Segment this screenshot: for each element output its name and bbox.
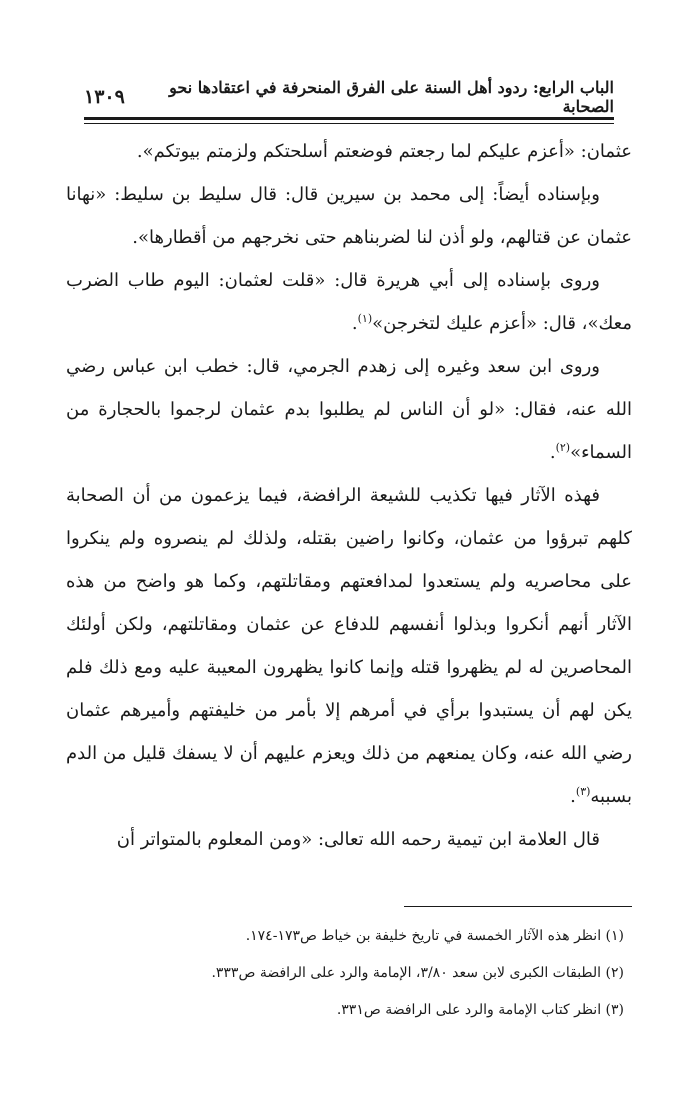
paragraph-tail: . <box>570 786 576 807</box>
paragraph-text: فهذه الآثار فيها تكذيب للشيعة الرافضة، فيما يزعمون من أن الصحابة كلهم تبرؤوا من عثمان، وكانوا راضين بقتله، ولذلك لم ينصروه ولم ينكروا على محاصريه ولم يستعدوا لمدافعتهم ومقاتلتهم، وكما هو واضح من هذه الآثار أنهم أنكروا وبذلوا أنفسهم للدفاع عن عثمان ومقاتلتهم، ولكن أولئك المحاصرين له لم يظهروا قتله وإنما كانوا يظهرون المعيبة عليه ومع ذلك فلم يكن لهم أن يستبدوا برأي في أمرهم إلا بأمر من خليفتهم وأميرهم عثمان رضي الله عنه، وكان يمنعهم من ذلك ويعزم عليهم أن لا يسفك قليل من الدم بسببه <box>66 485 632 807</box>
main-text <box>66 130 632 861</box>
paragraph <box>66 130 632 173</box>
paragraph-text: وبإسناده أيضاً: إلى محمد بن سيرين قال: قال سليط بن سليط: «نهانا عثمان عن قتالهم، ولو أذن لنا لضربناهم حتى نخرجهم من أقطارها». <box>66 184 632 248</box>
footnotes <box>66 918 632 1029</box>
paragraph-text: قال العلامة ابن تيمية رحمه الله تعالى: «ومن المعلوم بالمتواتر أن <box>116 829 600 850</box>
header-rule-thin <box>84 123 614 124</box>
paragraph-tail: . <box>351 313 358 334</box>
paragraph-text: عثمان: «أعزم عليكم لما رجعتم فوضعتم أسلحتكم ولزمتم بيوتكم». <box>136 141 632 162</box>
footnote: (٣) انظر كتاب الإمامة والرد على الرافضة ص٣٣١. <box>336 1002 624 1018</box>
footnote-ref: (٢) <box>555 441 571 454</box>
paragraph <box>66 173 632 259</box>
paragraph-tail: . <box>549 442 556 463</box>
footnote: (١) انظر هذه الآثار الخمسة في تاريخ خليفة بن خياط ص١٧٣-١٧٤. <box>245 928 624 944</box>
paragraph <box>66 474 632 818</box>
paragraph <box>66 818 632 861</box>
footnote-ref: (١) <box>357 312 373 325</box>
paragraph-text: وروى ابن سعد وغيره إلى زهدم الجرمي، قال: خطب ابن عباس رضي الله عنه، فقال: «لو أن الناس لم يطلبوا بدم عثمان لرجموا بالحجارة من السماء» <box>66 356 632 463</box>
paragraph <box>66 345 632 474</box>
page-number: ١٣٠٩ <box>84 86 125 108</box>
chapter-title: الباب الرابع: ردود أهل السنة على الفرق المنحرفة في اعتقادها نحو الصحابة <box>169 78 614 116</box>
footnote-ref: (٣) <box>575 785 591 798</box>
running-header <box>84 80 614 114</box>
header-rule-thick <box>84 117 614 120</box>
paragraph <box>66 259 632 345</box>
footnote-separator <box>404 906 632 907</box>
footnote: (٢) الطبقات الكبرى لابن سعد ٣/٨٠، الإمامة والرد على الرافضة ص٣٣٣. <box>211 965 624 981</box>
paragraph-text: وروى بإسناده إلى أبي هريرة قال: «قلت لعثمان: اليوم طاب الضرب معك»، قال: «أعزم عليك لتخرجن» <box>66 270 632 334</box>
